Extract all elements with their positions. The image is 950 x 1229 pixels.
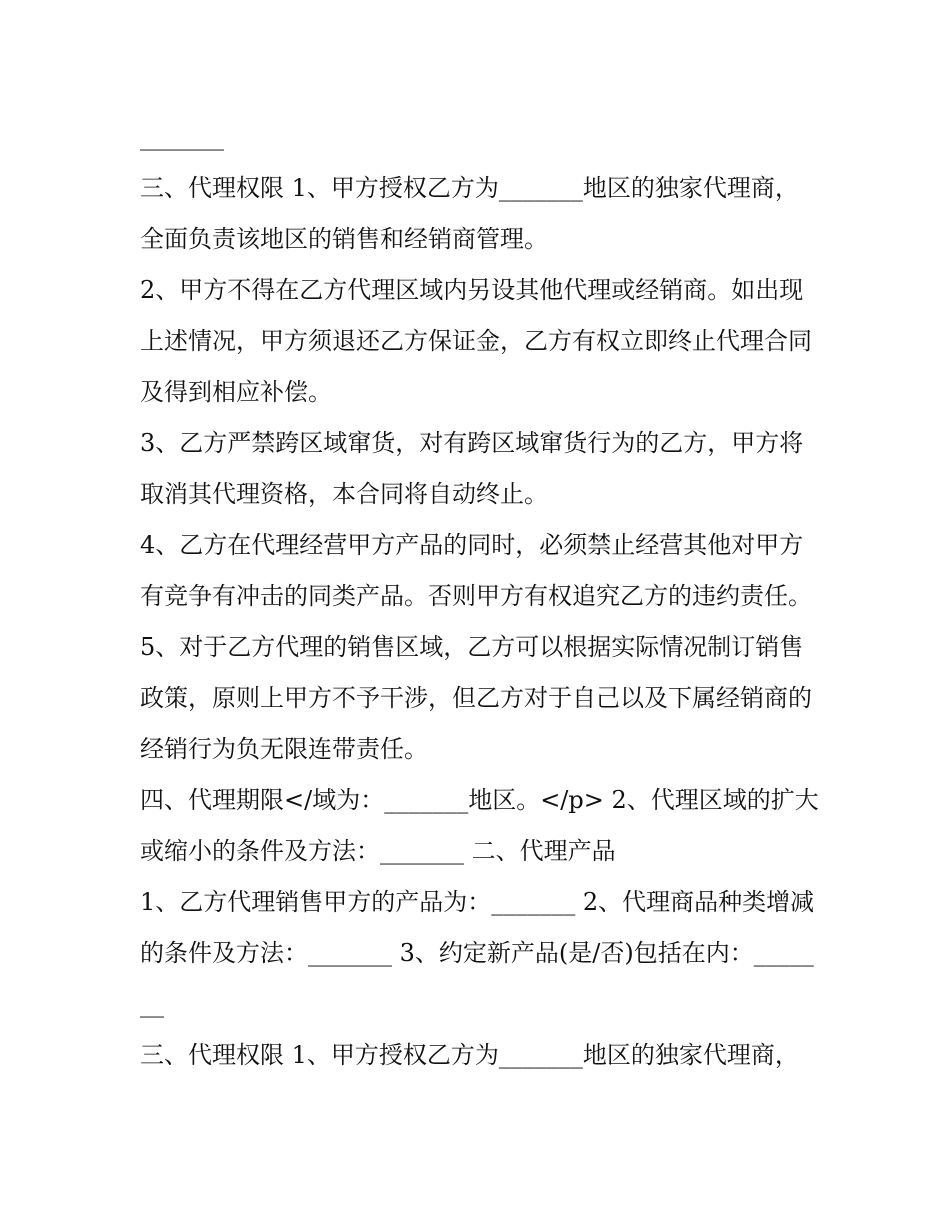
paragraph-products: 1、乙方代理销售甲方的产品为：_______ 2、代理商品种类增减的条件及方法：_______ 3、约定新产品(是/否)包括在内：_______ [140,888,815,1018]
blank-line: _______ [140,123,224,151]
paragraph-clause-4: 4、乙方在代理经营甲方产品的同时，必须禁止经营其他对甲方有竞争有冲击的同类产品。否则甲方有权追究乙方的违约责任。 [140,531,812,610]
paragraph-agency-term: 四、代理期限</域为：_______地区。</p> 2、代理区域的扩大或缩小的条件及方法：_______ 二、代理产品 [140,786,819,865]
paragraph-clause-2: 2、甲方不得在乙方代理区域内另设其他代理或经销商。如出现上述情况，甲方须退还乙方保证金，乙方有权立即终止代理合同及得到相应补偿。 [140,276,812,406]
paragraph-agency-authority-repeat: 三、代理权限 1、甲方授权乙方为_______地区的独家代理商， [140,1041,799,1069]
paragraph-agency-authority: 三、代理权限 1、甲方授权乙方为_______地区的独家代理商，全面负责该地区的销售和经销商管理。 [140,174,799,253]
document-body [140,112,820,1081]
paragraph-clause-3: 3、乙方严禁跨区域窜货，对有跨区域窜货行为的乙方，甲方将取消其代理资格，本合同将自动终止。 [140,429,804,508]
paragraph-clause-5: 5、对于乙方代理的销售区域，乙方可以根据实际情况制订销售政策，原则上甲方不予干涉，但乙方对于自己以及下属经销商的经销行为负无限连带责任。 [140,633,812,763]
